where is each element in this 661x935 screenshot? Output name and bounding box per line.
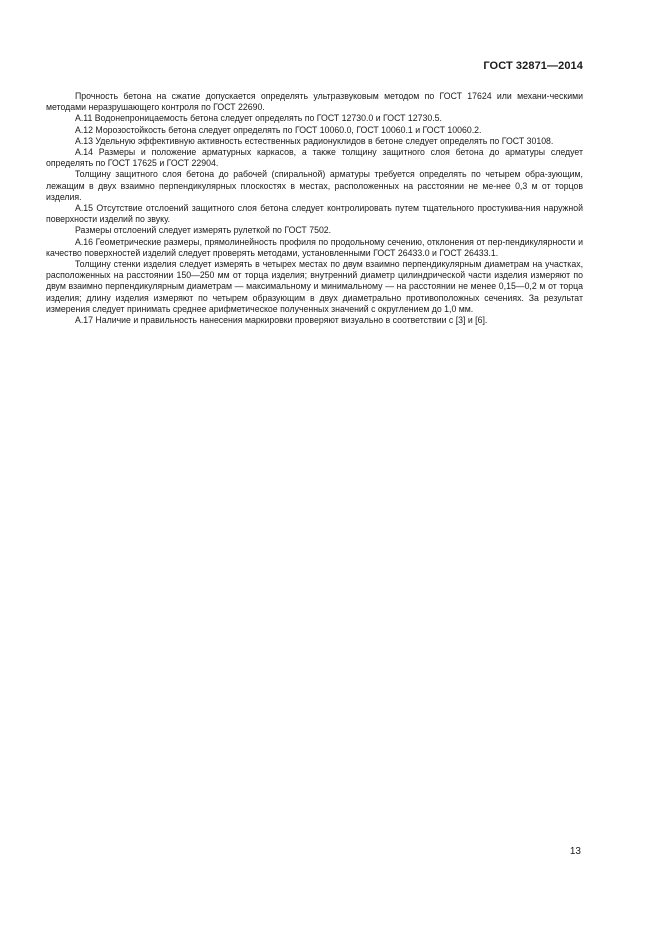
paragraph-protective-layer: Толщину защитного слоя бетона до рабочей (спиральной) арматуры требуется определять по четырем обра-зующим, лежащим в двух взаимно перпендикулярных плоскостях в местах, расположенных на расстоянии не ме-нее 0,3 м от торцов изделия. (46, 169, 583, 202)
standard-designation: ГОСТ 32871—2014 (483, 60, 583, 72)
paragraph-delamination-size: Размеры отслоений следует измерять рулеткой по ГОСТ 7502. (75, 225, 332, 236)
paragraph-strength: Прочность бетона на сжатие допускается определять ультразвуковым методом по ГОСТ 17624 или механи-ческими методами неразрушающего контроля по ГОСТ 22690. (46, 91, 583, 113)
document-body (46, 91, 583, 326)
page-number: 13 (569, 846, 581, 857)
document-header (483, 60, 583, 72)
paragraph-a12: А.12 Морозостойкость бетона следует определять по ГОСТ 10060.0, ГОСТ 10060.1 и ГОСТ 10060.2. (75, 124, 482, 135)
paragraph-a14: А.14 Размеры и положение арматурных каркасов, а также толщину защитного слоя бетона до арматуры следует определять по ГОСТ 17625 и ГОСТ 22904. (46, 147, 583, 169)
paragraph-a13: А.13 Удельную эффективную активность естественных радионуклидов в бетоне следует определять по ГОСТ 30108. (75, 135, 554, 146)
paragraph-a11: А.11 Водонепроницаемость бетона следует определять по ГОСТ 12730.0 и ГОСТ 12730.5. (75, 113, 442, 124)
paragraph-a17: А.17 Наличие и правильность нанесения маркировки проверяют визуально в соответствии с [3] и [6]. (75, 315, 488, 326)
paragraph-wall-thickness: Толщину стенки изделия следует измерять в четырех местах по двум взаимно перпендикулярным диаметрам на участках, расположенных на расстоянии 150—250 мм от торца изделия; внутренний диаметр цилиндрической части изделия измеряют по двум взаимно перпендикулярным диаметрам — максимальному и минимальному — на расстоянии не менее 0,15—0,2 м от торца изделия; длину изделия измеряют по четырем образующим в двух диаметрально противоположных сечениях. За результат измерения следует принимать среднее арифметическое полученных значений с округлением до 1,0 мм. (46, 259, 583, 314)
page-footer (570, 846, 581, 857)
paragraph-a16: А.16 Геометрические размеры, прямолинейность профиля по продольному сечению, отклонения от пер-пендикулярности и качество поверхностей изделий следует проверять методами, установленными ГОСТ 26433.0 и ГОСТ 26433.1. (46, 236, 583, 258)
paragraph-a15: А.15 Отсутствие отслоений защитного слоя бетона следует контролировать путем тщательного простукива-ния наружной поверхности изделий по звуку. (46, 203, 583, 225)
